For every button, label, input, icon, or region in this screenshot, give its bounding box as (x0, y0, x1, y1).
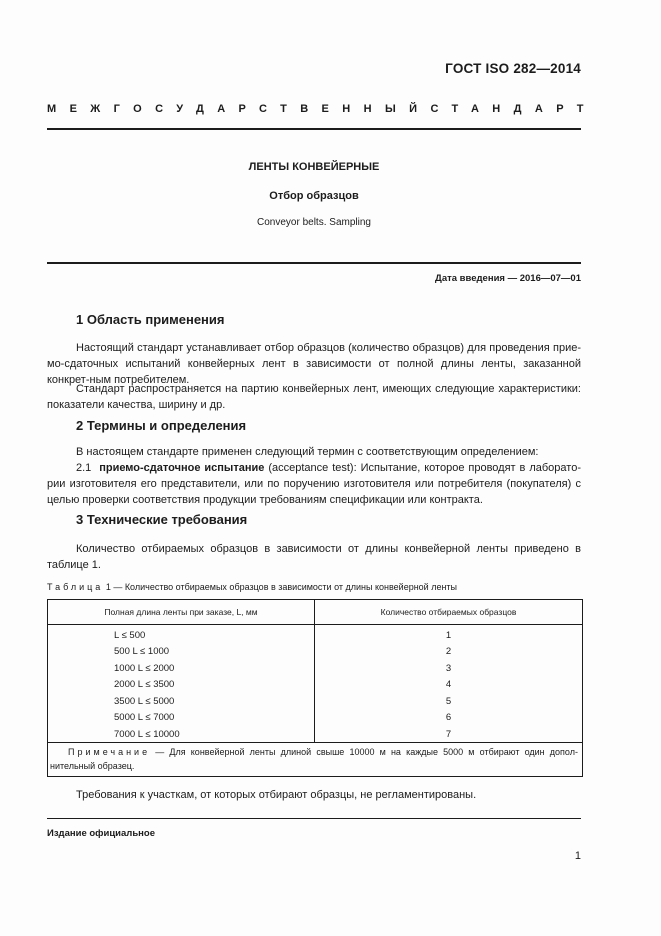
section-heading-terms: 2 Термины и определения (76, 418, 247, 433)
table-note (48, 743, 583, 777)
document-subtitle: Отбор образцов (269, 190, 359, 202)
table-note-row (48, 743, 583, 777)
count-cell: 1 (315, 625, 583, 644)
length-cell: 3500 L ≤ 5000 (48, 693, 315, 710)
interstate-word: МЕЖГОСУДАРСТВЕННЫЙ (47, 103, 431, 115)
table-header-length: Полная длина ленты при заказе, L, мм (48, 600, 315, 625)
term-number: 2.1 (76, 462, 92, 474)
table-row (48, 710, 583, 727)
table-caption-text: 1 — Количество отбираемых образцов в зависимости от длины конвейерной ленты (105, 582, 458, 592)
length-cell: L ≤ 500 (48, 625, 315, 644)
document-title: ЛЕНТЫ КОНВЕЙЕРНЫЕ (248, 161, 380, 173)
terms-intro-paragraph: В настоящем стандарте применен следующий термин с соответствующим определением: (76, 446, 539, 458)
term-english: (acceptance test): (268, 462, 357, 474)
count-cell: 6 (315, 710, 583, 727)
edition-label: Издание официальное (47, 828, 155, 839)
document-number: ГОСТ ISO 282—2014 (445, 61, 581, 76)
table-note-text: — Для конвейерной ленты длиной свыше 10000 м на каждые 5000 м отбирают один допол-нительный образец. (50, 747, 578, 771)
table-row (48, 726, 583, 743)
table-row (48, 625, 583, 644)
length-cell: 5000 L ≤ 7000 (48, 710, 315, 727)
length-cell: 7000 L ≤ 10000 (48, 726, 315, 743)
count-cell: 7 (315, 726, 583, 743)
count-cell: 2 (315, 644, 583, 661)
header-divider (47, 128, 581, 130)
table-row (48, 693, 583, 710)
section-heading-scope: 1 Область применения (76, 312, 225, 327)
table-row (48, 677, 583, 694)
samples-table (47, 599, 583, 777)
table-header-count: Количество отбираемых образцов (315, 600, 583, 625)
scope-paragraph-1: Настоящий стандарт устанавливает отбор образцов (количество образцов) для проведения прие-мо-сдаточных испытаний конвейерных лент в зависимости от полной длины ленты, заказанной конкрет-ным потребителем. (47, 342, 581, 386)
footer-divider (47, 818, 581, 819)
count-cell: 3 (315, 660, 583, 677)
term-definition-text: Испытание, которое проводят в лаборато-рии изготовителя его представители, или по поручению изготовителя или потребителя (покупателя) с целью проверки соответствия продукции требованиям спецификации или контракта. (47, 462, 581, 506)
length-cell: 2000 L ≤ 3500 (48, 677, 315, 694)
table-row (48, 660, 583, 677)
length-cell: 500 L ≤ 1000 (48, 644, 315, 661)
section-heading-requirements: 3 Технические требования (76, 512, 248, 527)
document-title-english: Conveyor belts. Sampling (257, 217, 371, 228)
count-cell: 4 (315, 677, 583, 694)
closing-paragraph: Требования к участкам, от которых отбирают образцы, не регламентированы. (76, 789, 477, 801)
term-name: приемо-сдаточное испытание (99, 462, 265, 474)
term-definition (47, 460, 581, 508)
table-row (48, 644, 583, 661)
count-cell: 5 (315, 693, 583, 710)
interstate-standard-banner (47, 103, 597, 115)
standard-word: СТАНДАРТ (430, 103, 597, 115)
table-caption (47, 582, 457, 592)
title-divider (47, 262, 581, 264)
page-number: 1 (574, 850, 581, 862)
introduction-date: Дата введения — 2016—07—01 (435, 273, 581, 284)
table-caption-word: Таблица (47, 582, 104, 592)
table-note-label: Примечание (68, 747, 151, 757)
scope-paragraph-2: Стандарт распространяется на партию конвейерных лент, имеющих следующие характеристики: показатели качества, ширину и др. (47, 383, 581, 411)
length-cell: 1000 L ≤ 2000 (48, 660, 315, 677)
requirements-paragraph: Количество отбираемых образцов в зависимости от длины конвейерной ленты приведено в таблице 1. (47, 543, 581, 571)
